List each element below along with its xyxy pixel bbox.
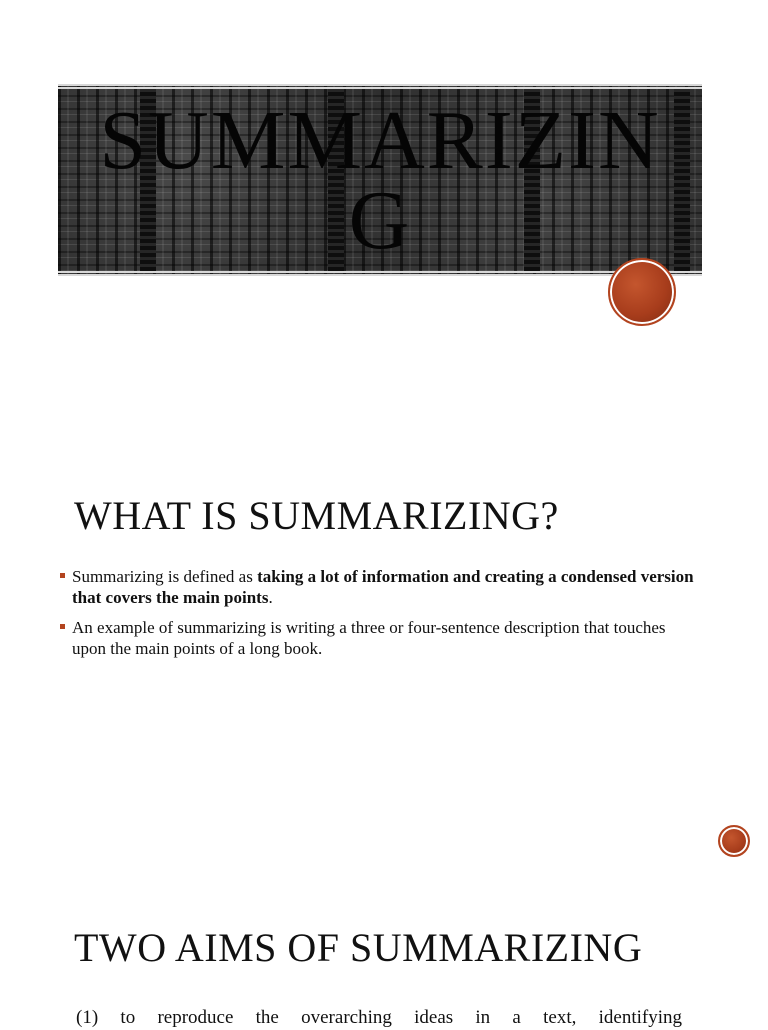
bullet-bold-text: taking a lot of information and creating a condensed version that covers the main points <box>72 567 694 607</box>
title-banner <box>58 84 702 276</box>
aim-body-text: (1) to reproduce the overarching ideas in a text, identifying <box>76 1007 682 1028</box>
slide-title: SUMMARIZING <box>99 94 661 267</box>
bullet-text: An example of summarizing is writing a three or four-sentence description that touches upon the main points of a long book. <box>72 618 666 658</box>
bullet-text: . <box>268 588 273 607</box>
list-item <box>60 566 700 608</box>
square-bullet-icon <box>60 573 65 578</box>
list-item <box>60 617 700 659</box>
orange-circle-icon <box>718 825 750 857</box>
orange-circle-icon <box>608 258 676 326</box>
square-bullet-icon <box>60 624 65 629</box>
definition-bullet-list <box>60 566 700 668</box>
section-heading-two-aims: TWO AIMS OF SUMMARIZING <box>74 925 643 970</box>
bullet-text: Summarizing is defined as <box>72 567 258 586</box>
section-heading-what-is: WHAT IS SUMMARIZING? <box>74 493 559 538</box>
